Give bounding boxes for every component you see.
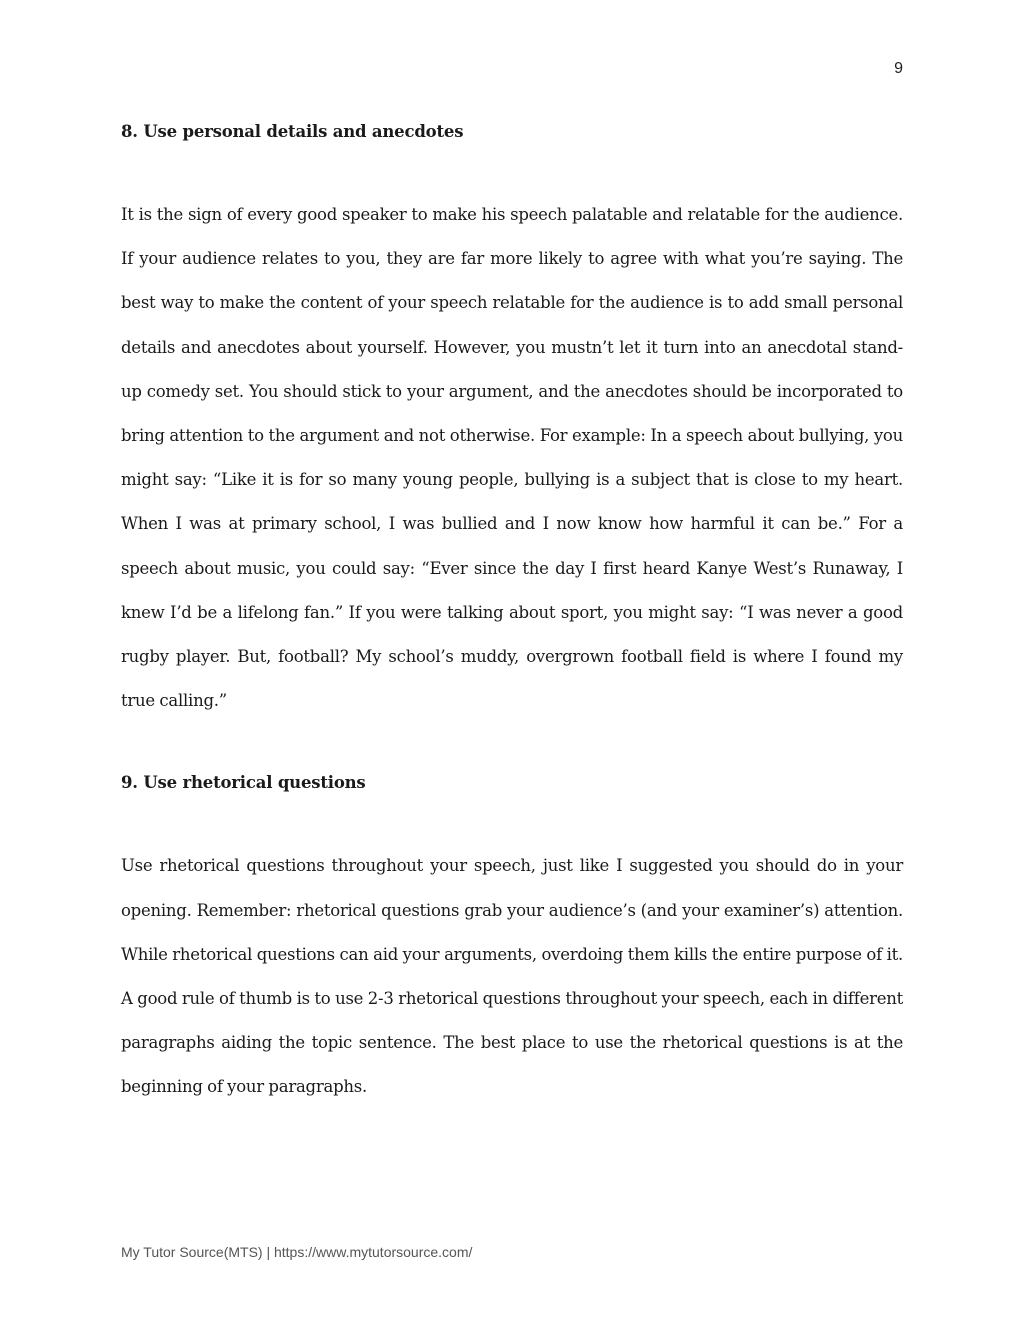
page-number: 9 [894,60,903,77]
section-body-personal-details: It is the sign of every good speaker to make his speech palatable and relatable for the audience. If your audience relates to you, they are far more likely to agree with what you’re saying. The best way to make the content of your speech relatable for the audience is to add small personal details and anecdotes about yourself. However, you mustn’t let it turn into an anecdotal stand-up comedy set. You should stick to your argument, and the anecdotes should be incorporated to bring attention to the argument and not otherwise. For example: In a speech about bullying, you might say: “Like it is for so many young people, bullying is a subject that is close to my heart. When I was at primary school, I was bullied and I now know how harmful it can be.” For a speech about music, you could say: “Ever since the day I first heard Kanye West’s Runaway, I knew I’d be a lifelong fan.” If you were talking about sport, you might say: “I was never a good rugby player. But, football? My school’s muddy, overgrown football field is where I found my true calling.” [121,205,903,711]
section-body-rhetorical-questions: Use rhetorical questions throughout your speech, just like I suggested you should do in your opening. Remember: rhetorical questions grab your audience’s (and your examiner’s) attention. While rhetorical questions can aid your arguments, overdoing them kills the entire purpose of it. A good rule of thumb is to use 2-3 rhetorical questions throughout your speech, each in different paragraphs aiding the topic sentence. The best place to use the rhetorical questions is at the beginning of your paragraphs. [121,856,903,1097]
section-heading-rhetorical-questions: 9. Use rhetorical questions [121,773,366,793]
page-footer: My Tutor Source(MTS) | https://www.mytutorsource.com/ [121,1244,473,1260]
section-heading-personal-details: 8. Use personal details and anecdotes [121,122,464,141]
page-content [121,110,903,1148]
